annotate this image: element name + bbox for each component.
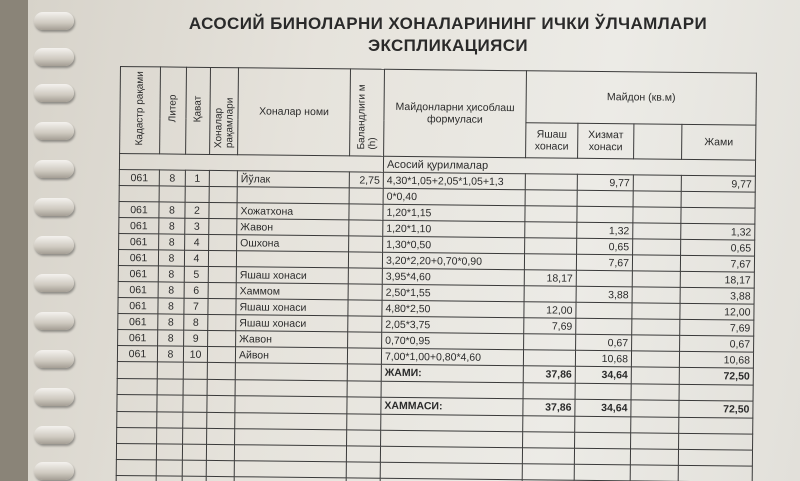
- cell-liter: 8: [158, 250, 184, 266]
- cell-room-name: Жавон: [237, 219, 349, 236]
- cell-kadastr: 061: [118, 329, 158, 345]
- cell-kadastr: 061: [119, 201, 159, 217]
- cell-living: 7,69: [524, 318, 576, 335]
- cell-room-no: 6: [184, 282, 208, 298]
- cell-room-no: 10: [183, 346, 207, 362]
- cell-room-name: Яшаш хонаси: [236, 299, 348, 316]
- binding-ring: [34, 388, 74, 406]
- cell-room-no: 4: [184, 250, 208, 266]
- hammasi-label: ХАММАСИ:: [381, 397, 523, 415]
- cell-liter: 8: [159, 234, 185, 250]
- col-header-formula: Майдонларни ҳисоблаш формуласи: [384, 69, 527, 157]
- cell-room-name: Йўлак: [237, 171, 349, 188]
- cell-kadastr: 061: [118, 313, 158, 329]
- cell-liter: 8: [158, 282, 184, 298]
- cell-liter: 8: [159, 218, 185, 234]
- document-subtitle: ЭКСПЛИКАЦИЯСИ: [367, 36, 529, 55]
- explication-table: [115, 66, 757, 481]
- col-header-qavat: Қават: [186, 67, 211, 154]
- cell-liter: 8: [157, 346, 183, 362]
- cell-total: 18,17: [680, 271, 754, 288]
- binding-ring: [34, 274, 74, 292]
- cell-formula: 3,20*2,20+0,70*0,90: [382, 252, 524, 269]
- cell-formula: 0*0,40: [383, 188, 525, 205]
- jami-total: 72,50: [679, 367, 753, 385]
- cell-formula: 1,30*0,50: [383, 236, 525, 253]
- cell-living: [525, 222, 577, 239]
- cell-living: 12,00: [524, 302, 576, 319]
- cell-formula: 4,30*1,05+2,05*1,05+1,3: [383, 172, 525, 189]
- cell-total: 10,68: [679, 351, 753, 368]
- cell-room-no: 2: [185, 202, 209, 218]
- cell-room-no: 4: [185, 234, 209, 250]
- section-title: Асосий қурилмалар: [383, 156, 755, 176]
- cell-room-no: 8: [184, 314, 208, 330]
- cell-liter: 8: [158, 314, 184, 330]
- cell-total: 0,65: [681, 239, 755, 256]
- cell-liter: 8: [158, 330, 184, 346]
- col-header-balandlik: Баландлиги м (h): [350, 69, 385, 156]
- cell-living: [525, 238, 577, 255]
- col-header-xizmat: Хизмат хонаси: [578, 123, 634, 159]
- col-header-xona-raqami: Хоналар рақамлари: [210, 67, 239, 154]
- col-header-maydon: Майдон (кв.м): [526, 71, 757, 125]
- binding-ring: [34, 160, 74, 178]
- col-header-liter: Литер: [160, 67, 187, 154]
- cell-room-no: 7: [184, 298, 208, 314]
- cell-service: 1,32: [577, 222, 633, 239]
- col-header-yashash: Яшаш хонаси: [526, 123, 578, 159]
- cell-height: 2,75: [349, 172, 383, 188]
- cell-room-name: Хожатхона: [237, 203, 349, 220]
- cell-total: 3,88: [680, 287, 754, 304]
- col-header-empty: [634, 124, 682, 160]
- jami-living: 37,86: [523, 366, 575, 384]
- cell-kadastr: 061: [118, 265, 158, 281]
- hammasi-service: 34,64: [575, 399, 631, 417]
- cell-room-name: Хаммом: [236, 283, 348, 300]
- cell-liter: 8: [159, 202, 185, 218]
- spiral-binding: [28, 0, 86, 481]
- binding-ring: [34, 48, 74, 66]
- cell-total: 7,69: [680, 319, 754, 336]
- binding-ring: [34, 122, 74, 140]
- cell-kadastr: 061: [119, 169, 159, 185]
- cell-room-no: 1: [185, 170, 209, 186]
- col-header-kadastr: Кадастр рақами: [120, 67, 161, 154]
- binding-ring: [34, 350, 74, 368]
- col-header-jami: Жами: [682, 124, 756, 160]
- binding-ring: [34, 198, 74, 216]
- cell-formula: 3,95*4,60: [382, 268, 524, 285]
- cell-formula: 1,20*1,15: [383, 204, 525, 221]
- cell-service: [576, 318, 632, 335]
- cell-service: 10,68: [575, 350, 631, 367]
- binding-ring: [34, 236, 74, 254]
- cell-room-name: Жавон: [236, 331, 348, 348]
- cell-room-name: Ошхона: [237, 235, 349, 252]
- cell-service: 7,67: [576, 254, 632, 271]
- cell-living: [525, 174, 577, 191]
- hammasi-living: 37,86: [523, 399, 575, 417]
- cell-total: 1,32: [681, 223, 755, 240]
- binding-ring: [34, 12, 74, 30]
- jami-label: ЖАМИ:: [381, 364, 523, 382]
- cell-living: [524, 286, 576, 303]
- binding-ring: [34, 462, 74, 480]
- cell-kadastr: 061: [119, 233, 159, 249]
- cell-service: 9,77: [577, 174, 633, 191]
- cell-liter: 8: [158, 298, 184, 314]
- cell-living: [523, 350, 575, 367]
- cell-kadastr: 061: [118, 281, 158, 297]
- cell-service: [576, 270, 632, 287]
- cell-room-name: Айвон: [235, 347, 347, 364]
- cell-service: 3,88: [576, 286, 632, 303]
- cell-living: [524, 254, 576, 271]
- cell-living: 18,17: [524, 270, 576, 287]
- cell-service: [576, 302, 632, 319]
- cell-kadastr: 061: [119, 217, 159, 233]
- cell-kadastr: 061: [117, 345, 157, 361]
- cell-total: 9,77: [681, 175, 755, 192]
- cell-service: 0,67: [576, 334, 632, 351]
- binding-ring: [34, 426, 74, 444]
- cell-formula: 0,70*0,95: [382, 332, 524, 349]
- cell-room-no: 5: [184, 266, 208, 282]
- cell-kadastr: 061: [118, 297, 158, 313]
- cell-total: 12,00: [680, 303, 754, 320]
- col-header-xona-nomi: Хоналар номи: [238, 68, 351, 156]
- hammasi-total: 72,50: [679, 400, 753, 418]
- cell-service: 0,65: [577, 238, 633, 255]
- document-title: АСОСИЙ БИНОЛАРНИ ХОНАЛАРИНИНГ ИЧКИ ЎЛЧАМЛАРИ: [188, 14, 708, 33]
- cell-total: 0,67: [680, 335, 754, 352]
- binding-ring: [34, 84, 74, 102]
- cell-kadastr: 061: [118, 249, 158, 265]
- cell-living: [524, 334, 576, 351]
- jami-service: 34,64: [575, 366, 631, 384]
- cell-room-name: Яшаш хонаси: [236, 267, 348, 284]
- cell-formula: 2,50*1,55: [382, 284, 524, 301]
- cell-room-no: 9: [184, 330, 208, 346]
- cell-formula: 2,05*3,75: [382, 316, 524, 333]
- cell-room-no: 3: [185, 218, 209, 234]
- cell-formula: 1,20*1,10: [383, 220, 525, 237]
- cell-formula: 7,00*1,00+0,80*4,60: [381, 348, 523, 365]
- binding-ring: [34, 312, 74, 330]
- cell-room-name: [236, 251, 348, 268]
- document-page: [28, 0, 800, 481]
- cell-total: 7,67: [680, 255, 754, 272]
- cell-liter: 8: [159, 170, 185, 186]
- cell-room-name: Яшаш хонаси: [236, 315, 348, 332]
- header-row: [120, 67, 757, 126]
- cell-formula: 4,80*2,50: [382, 300, 524, 317]
- cell-liter: 8: [158, 266, 184, 282]
